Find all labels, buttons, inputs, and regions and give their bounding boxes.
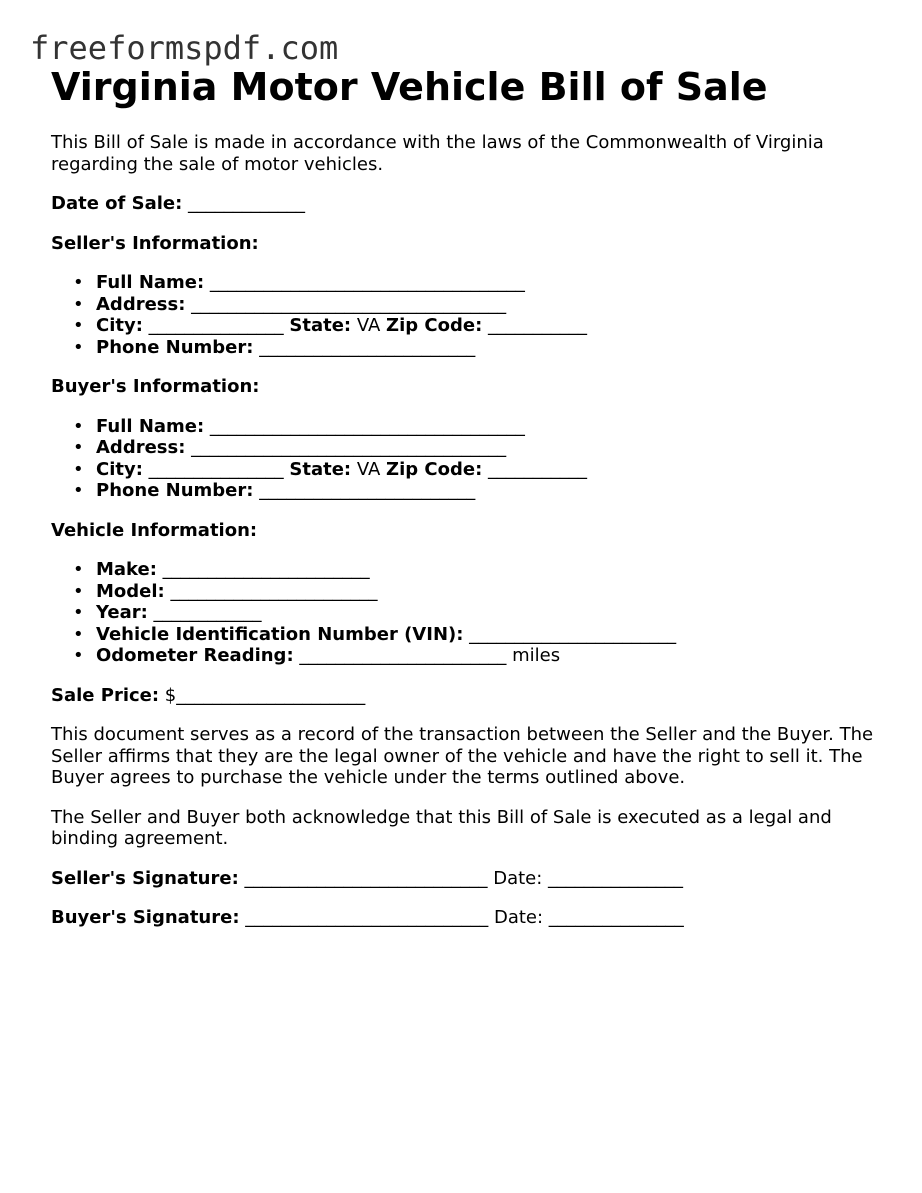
- seller-city-state-zip-item: [96, 315, 891, 337]
- vehicle-odometer-label: Odometer Reading:: [96, 645, 294, 666]
- buyer-zip-blank[interactable]: ___________: [482, 458, 588, 480]
- seller-city-label: City:: [96, 315, 143, 336]
- seller-signature-label: Seller's Signature:: [51, 867, 239, 889]
- document-body: [51, 64, 891, 929]
- buyer-full-name-item: [96, 416, 891, 438]
- buyer-state-value: VA: [351, 458, 387, 480]
- sale-price-blank[interactable]: $_____________________: [159, 684, 366, 706]
- buyer-city-state-zip-item: [96, 459, 891, 481]
- vehicle-make-blank[interactable]: _______________________: [156, 559, 370, 580]
- seller-address-label: Address:: [96, 293, 186, 315]
- buyer-full-name-label: Full Name:: [96, 415, 205, 437]
- buyer-city-blank[interactable]: _______________: [142, 458, 290, 480]
- vehicle-odometer-blank[interactable]: _______________________: [293, 645, 513, 666]
- seller-signature-date-blank[interactable]: _______________: [542, 867, 684, 889]
- seller-full-name-item: [96, 272, 891, 294]
- vehicle-odometer-item: [96, 645, 891, 667]
- sale-price-line: [51, 685, 891, 707]
- seller-address-item: [96, 294, 891, 316]
- date-of-sale-line: [51, 193, 891, 215]
- buyer-state-label: State:: [289, 458, 352, 480]
- buyer-address-blank[interactable]: ___________________________________: [185, 437, 507, 458]
- vehicle-make-item: [96, 559, 891, 581]
- vehicle-model-item: [96, 581, 891, 603]
- vehicle-year-item: [96, 602, 891, 624]
- buyer-full-name-blank[interactable]: ___________________________________: [204, 415, 525, 437]
- document-title: Virginia Motor Vehicle Bill of Sale: [51, 65, 768, 109]
- buyer-info-heading: Buyer's Information:: [51, 376, 260, 397]
- seller-state-label: State:: [289, 315, 352, 336]
- buyer-city-label: City:: [96, 458, 143, 480]
- seller-full-name-blank[interactable]: ___________________________________: [204, 272, 525, 293]
- sale-price-label: Sale Price:: [51, 684, 160, 706]
- vehicle-make-label: Make:: [96, 559, 157, 580]
- vehicle-info-heading: Vehicle Information:: [51, 519, 258, 541]
- vehicle-vin-item: [96, 624, 891, 646]
- buyer-zip-label: Zip Code:: [386, 458, 483, 480]
- seller-phone-label: Phone Number:: [96, 336, 254, 358]
- buyer-phone-item: [96, 480, 891, 502]
- vehicle-year-blank[interactable]: ____________: [147, 602, 262, 623]
- vehicle-info-list: [51, 559, 891, 667]
- seller-city-blank[interactable]: _______________: [142, 315, 290, 336]
- buyer-signature-blank[interactable]: ___________________________: [239, 907, 494, 928]
- seller-signature-blank[interactable]: ___________________________: [238, 867, 494, 889]
- buyer-signature-date-label: Date:: [493, 907, 544, 928]
- intro-paragraph: This Bill of Sale is made in accordance with the laws of the Commonwealth of Virginia regarding the sale of motor vehicles.: [51, 132, 824, 175]
- acknowledge-paragraph: The Seller and Buyer both acknowledge that this Bill of Sale is executed as a legal and binding agreement.: [51, 806, 832, 849]
- vehicle-vin-blank[interactable]: _______________________: [463, 623, 677, 645]
- seller-full-name-label: Full Name:: [96, 272, 205, 293]
- buyer-phone-blank[interactable]: ________________________: [253, 480, 476, 501]
- buyer-address-item: [96, 437, 891, 459]
- seller-address-blank[interactable]: ___________________________________: [185, 293, 507, 315]
- buyer-signature-label: Buyer's Signature:: [51, 907, 240, 928]
- buyer-signature-line: [51, 907, 891, 929]
- buyer-phone-label: Phone Number:: [96, 480, 254, 501]
- seller-phone-item: [96, 337, 891, 359]
- vehicle-year-label: Year:: [96, 602, 148, 623]
- seller-signature-date-label: Date:: [493, 867, 543, 889]
- seller-phone-blank[interactable]: ________________________: [253, 336, 476, 358]
- buyer-signature-date-blank[interactable]: _______________: [543, 907, 684, 928]
- seller-signature-line: [51, 868, 891, 890]
- vehicle-model-blank[interactable]: _______________________: [164, 580, 378, 602]
- seller-info-list: [51, 272, 891, 358]
- seller-state-value: VA: [351, 315, 387, 336]
- date-of-sale-blank[interactable]: _____________: [182, 193, 306, 214]
- watermark: freeformspdf.com: [30, 29, 339, 67]
- vehicle-vin-label: Vehicle Identification Number (VIN):: [96, 623, 464, 645]
- seller-info-heading: Seller's Information:: [51, 232, 259, 254]
- buyer-info-list: [51, 416, 891, 502]
- record-paragraph: This document serves as a record of the transaction between the Seller and the Buyer. The Seller affirms that they are the legal owner of the vehicle and have the right to sell it. The Buyer agrees to purchase the vehicle under the terms outlined above.: [51, 724, 874, 788]
- vehicle-odometer-unit: miles: [512, 645, 561, 666]
- seller-zip-label: Zip Code:: [386, 315, 483, 336]
- vehicle-model-label: Model:: [96, 580, 165, 602]
- date-of-sale-label: Date of Sale:: [51, 193, 183, 214]
- buyer-address-label: Address:: [96, 437, 186, 458]
- seller-zip-blank[interactable]: ___________: [482, 315, 588, 336]
